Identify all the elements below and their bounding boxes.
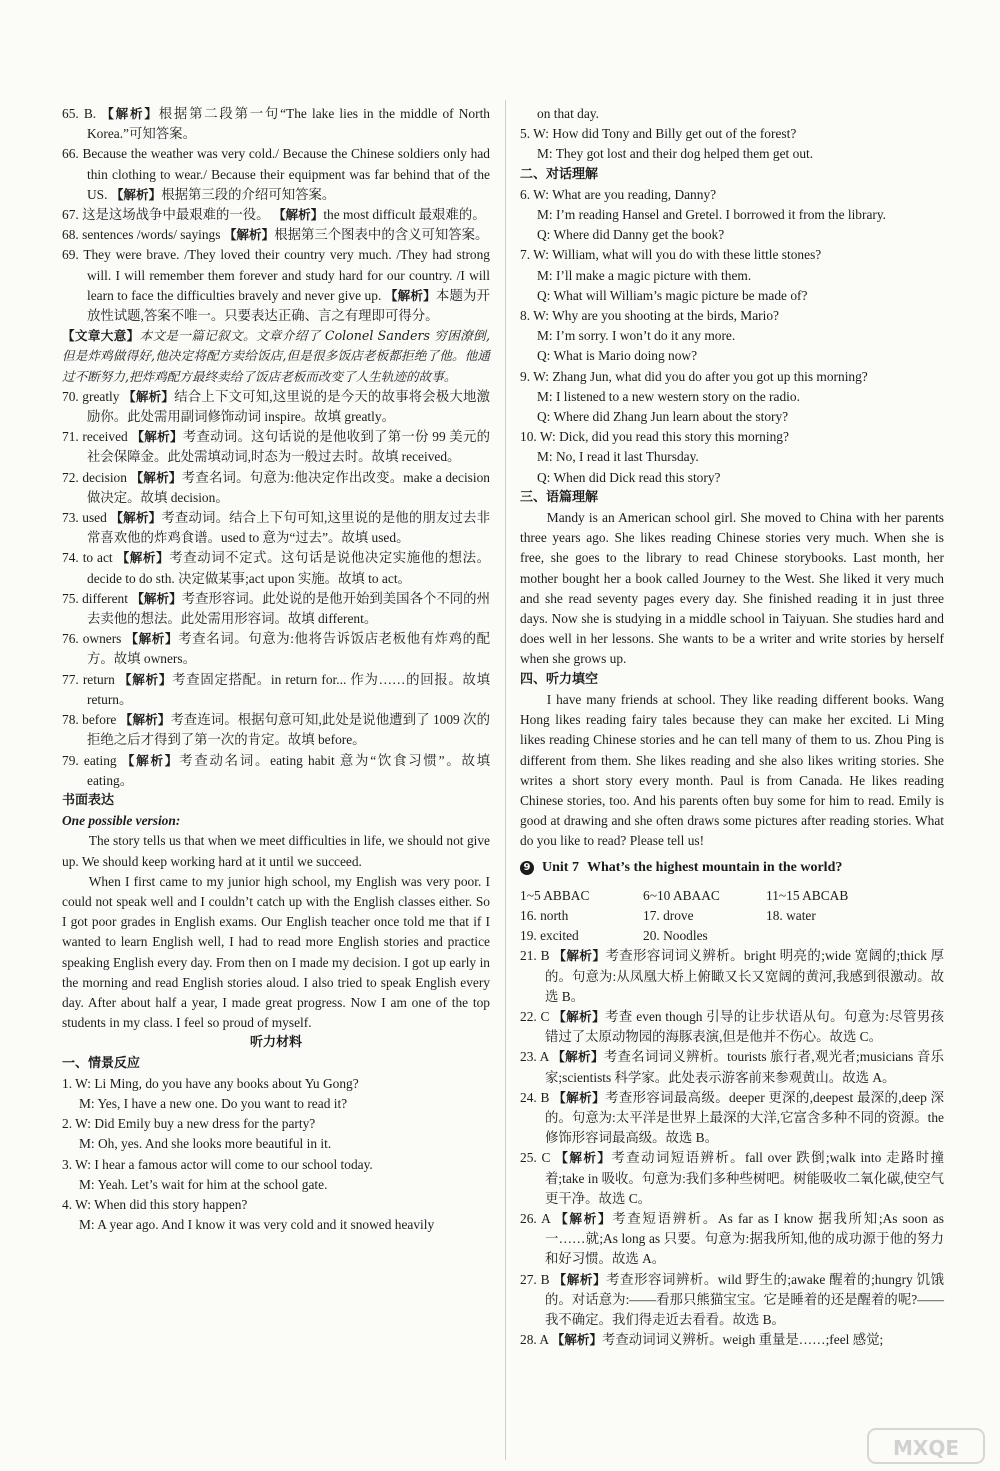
dialogue-text: M: I’m sorry. I won’t do it any more. (537, 328, 736, 344)
dialogue-item (520, 306, 944, 367)
grid-answer: 17. drove (643, 907, 694, 923)
analysis-text: 考查名词词义辨析。tourists 旅行者,观光者;musicians 音乐家;scientists 科学家。此处表示游客前来参观黄山。故选 A。 (545, 1049, 944, 1085)
answer-text: C (540, 1008, 550, 1024)
dialogue-line (62, 1215, 490, 1235)
analysis-text: 考查形容词辨析。wild 野生的;awake 醒着的;hungry 饥饿的。对话意为:——看那只熊猫宝宝。它是睡着的还是醒着的呢?——我不确定。我们得走近去看看。故选 B。 (545, 1271, 945, 1327)
answer-item (62, 387, 490, 427)
left-column (62, 104, 490, 1235)
analysis-tag: 【解析】 (553, 948, 606, 964)
answer-number: 76. (62, 631, 79, 647)
answer-item (520, 1330, 944, 1350)
answer-number: 77. (62, 671, 79, 687)
answer-item (520, 1047, 944, 1087)
writing-heading: 书面表达 (62, 792, 115, 808)
analysis-text: 根据第三个图表中的含义可知答案。 (274, 227, 489, 243)
dialogue-text: W: Why are you shooting at the birds, Mario? (533, 308, 779, 324)
dialogue-line (520, 468, 944, 488)
analysis-text: 考查名词。句意为:他决定作出改变。make a decision 做决定。故填 decision。 (87, 469, 490, 505)
dialogue-text: M: Oh, yes. And she looks more beautiful in it. (79, 1136, 332, 1152)
answer-number: 24. (520, 1089, 537, 1105)
analysis-tag: 【解析】 (384, 287, 436, 303)
dialogue-text: W: Dick, did you read this story this morning? (539, 429, 789, 445)
answer-text: B. (83, 106, 97, 121)
unit-title-text: What’s the highest mountain in the world? (586, 859, 843, 875)
analysis-tag: 【解析】 (119, 712, 171, 728)
dialogue-line (62, 1074, 490, 1094)
analysis-tag: 【解析】 (131, 590, 182, 606)
dialogue-line (62, 1114, 490, 1134)
dialogue-text: M: No, I read it last Thursday. (537, 449, 699, 465)
answer-item (62, 629, 490, 669)
answer-text: 这是这场战争中最艰难的一役。 (82, 207, 270, 223)
analysis-text: 考查固定搭配。in return for... 作为……的回报。故填 return。 (87, 671, 491, 707)
analysis-tag: 【解析】 (116, 550, 170, 566)
answer-number: 79. (62, 752, 79, 768)
dialogue-line (520, 225, 944, 245)
column-divider (505, 100, 506, 1460)
writing-paragraph: The story tells us that when we meet difficulties in life, we should not give up. We should keep working hard at it until we succeed. (62, 833, 490, 869)
analysis-text: 根据第二段第一句“The lake lies in the middle of North Korea.”可知答案。 (87, 106, 490, 142)
analysis-text: 考查形容词词义辨析。bright 明亮的;wide 宽阔的;thick 厚的。句意为:从凤凰大桥上俯瞰又长又宽阔的黄河,我感到很激动。故选 B。 (545, 948, 944, 1004)
answer-number: 71. (62, 429, 79, 445)
analysis-text: 考查连词。根据句意可知,此处是说他遭到了 1009 次的拒绝之后才得到了第一次的肯定。故填 before。 (87, 712, 490, 748)
answer-text: A (539, 1332, 549, 1348)
answer-text: B (540, 1271, 550, 1287)
dialogue-number: 8. (520, 308, 531, 324)
dialogue-line (520, 205, 944, 225)
dialogue-text: W: How did Tony and Billy get out of the forest? (533, 126, 797, 142)
dialogue-number: 7. (520, 247, 531, 263)
analysis-tag: 【解析】 (551, 1332, 603, 1348)
analysis-tag: 【解析】 (555, 1150, 612, 1166)
grid-answer: 11~15 ABCAB (766, 887, 849, 903)
analysis-tag: 【解析】 (110, 510, 162, 526)
grid-answer: 16. north (520, 907, 569, 923)
answer-text: B (540, 948, 550, 964)
dialogue-line (520, 245, 944, 265)
analysis-tag: 【解析】 (110, 186, 162, 202)
analysis-tag: 【解析】 (130, 469, 182, 485)
dialogue-item (520, 367, 944, 428)
answer-item (520, 1148, 944, 1209)
dialogue-text: W: Did Emily buy a new dress for the party? (75, 1116, 316, 1132)
answer-text: different (82, 590, 128, 606)
dialogue-text: M: I listened to a new western story on the radio. (537, 388, 800, 404)
svg-text:MXQE: MXQE (893, 1436, 959, 1460)
dialogue-text: Q: When did Dick read this story? (537, 469, 721, 485)
answer-item (62, 245, 490, 326)
dialogue-line (520, 346, 944, 366)
summary-paragraph (62, 326, 490, 387)
dialogue-line (520, 286, 944, 306)
dialogue-number: 3. (62, 1156, 73, 1172)
answer-item (62, 670, 490, 710)
continued-line: on that day. (537, 106, 599, 121)
answer-item (62, 548, 490, 588)
answer-text: eating (83, 752, 117, 768)
analysis-text: 根据第三段的介绍可知答案。 (161, 186, 336, 202)
answer-text: owners (82, 631, 122, 647)
answer-item (520, 946, 944, 1007)
passage-paragraph: I have many friends at school. They like reading different books. Wang Hong likes reading fairy tales because they can make her excited. Li Ming likes reading Chinese stories and he can tell many of them to us. Zhou Ping is different from them. She likes reading and she also likes writing stories. She writes a short story every month. Paul is from Canada. He likes reading Chinese stories, too. And his parents often buy some for him to read. Emily is good at drawing and she often draws some pictures after reading stories. What do you like to read? Please tell us! (520, 691, 944, 849)
analysis-tag: 【解析】 (125, 631, 179, 647)
dialogue-text: M: I’m reading Hansel and Gretel. I borrowed it from the library. (537, 207, 887, 223)
passage-paragraph: Mandy is an American school girl. She moved to China with her parents three years ago. She likes reading Chinese stories very much. When she is free, she goes to the library to read Chinese storybooks. Last month, her mother bought her a book called Journey to the West. She liked it very much and she read seventy pages every day. She finished reading it in just three days. Now she is studying in a middle school in Taiyuan. She studies hard and does well in her lessons. She wants to be a writer and write stories by herself when she grows up. (520, 510, 944, 667)
dialogue-line (62, 1094, 490, 1114)
analysis-text: 结合上下文可知,这里说的是今天的故事将会极大地激励你。此处需用副词修饰动词 inspire。故填 greatly。 (87, 388, 490, 425)
analysis-tag: 【解析】 (101, 106, 159, 121)
dialogue-item (520, 245, 944, 306)
answer-number: 65. (62, 106, 79, 121)
dialogue-text: W: When did this story happen? (75, 1196, 248, 1212)
answer-item (520, 1209, 944, 1270)
section-title: 四、听力填空 (520, 671, 599, 687)
dialogue-line (520, 266, 944, 286)
analysis-text: 考查 even though 引导的让步状语从句。句意为:尽管男孩错过了太原动物园的海豚表演,但是他并不伤心。故选 C。 (545, 1008, 944, 1045)
analysis-text: the most difficult 最艰难的。 (323, 207, 486, 223)
answer-item (62, 710, 490, 750)
summary-text: 本文是一篇记叙文。文章介绍了 Colonel Sanders 穷困潦倒,但是炸鸡做得好,他决定将配方卖给饭店,但是很多饭店老板都拒绝了他。他通过不断努力,把炸鸡配方最终卖给了饭店老板而改变了人生轨迹的故事。 (62, 328, 490, 384)
answer-text: A (541, 1210, 551, 1226)
answer-text: to act (82, 550, 113, 566)
dialogue-text: Q: What will William’s magic picture be made of? (537, 287, 808, 303)
answer-item (520, 1007, 944, 1047)
writing-version: One possible version: (62, 813, 181, 829)
answer-number: 21. (520, 948, 537, 964)
dialogue-line (62, 1134, 490, 1154)
dialogue-item (62, 1195, 490, 1235)
analysis-text: 考查形容词最高级。deeper 更深的,deepest 最深的,deep 深的。句意为:太平洋是世界上最深的大洋,它富含多种不同的资源。the 修饰形容词最高级。故选 B。 (545, 1089, 944, 1146)
writing-paragraph: When I first came to my junior high school, my English was very poor. I could not speak well and I couldn’t catch up with the English classes either. So I got poor grades in English exams. Our English teacher once told me that if I wanted to learn English well, I had to read more English stories and practice speaking English every day. From then on I made my decision. I got up early in the morning and read English stories aloud. I also tried to speak English every day. After about half a year, I made great progress. Now I am one of the top students in my class. I feel so proud of myself. (62, 873, 490, 1031)
analysis-text: 考查动名词。eating habit 意为“饮食习惯”。故填 eating。 (87, 752, 490, 788)
grid-answer: 19. excited (520, 928, 579, 944)
answer-number: 73. (62, 510, 79, 526)
answer-number: 68. (62, 227, 79, 243)
answer-number: 69. (62, 247, 79, 263)
grid-answer: 6~10 ABAAC (643, 887, 720, 903)
analysis-text: 本题为开放性试题,答案不唯一。只要表达正确、言之有理即可得分。 (87, 287, 491, 324)
answer-grid (520, 886, 944, 947)
dialogue-line (520, 367, 944, 387)
dialogue-line (62, 1195, 490, 1215)
answer-item (62, 205, 490, 225)
dialogue-number: 6. (520, 186, 531, 202)
dialogue-line (520, 427, 944, 447)
dialogue-line (520, 447, 944, 467)
right-column (520, 104, 944, 1350)
section-title: 二、对话理解 (520, 166, 599, 182)
dialogue-text: W: I hear a famous actor will come to our school today. (75, 1156, 373, 1172)
dialogue-line (520, 124, 944, 144)
dialogue-text: Q: Where did Zhang Jun learn about the story? (537, 409, 789, 425)
dialogue-text: M: A year ago. And I know it was very cold and it snowed heavily (79, 1217, 435, 1233)
answer-number: 22. (520, 1008, 537, 1024)
unit-heading (520, 858, 944, 878)
dialogue-text: W: Li Ming, do you have any books about Yu Gong? (75, 1075, 359, 1091)
dialogue-line (62, 1175, 490, 1195)
dialogue-line (62, 1155, 490, 1175)
dialogue-item (62, 1155, 490, 1195)
answer-item (62, 427, 490, 467)
dialogue-item (520, 124, 944, 164)
dialogue-text: Q: Where did Danny get the book? (537, 227, 725, 243)
answer-number: 72. (62, 469, 79, 485)
answer-text: C (541, 1150, 551, 1166)
answer-text: return (82, 671, 115, 687)
dialogue-text: W: William, what will you do with these little stones? (533, 247, 822, 263)
analysis-text: 考查动词不定式。这句话是说他决定实施他的想法。decide to do sth. 决定做某事;act upon 实施。故填 to act。 (87, 550, 491, 586)
answer-text: B (540, 1089, 550, 1105)
dialogue-number: 4. (62, 1196, 73, 1212)
answer-item (520, 1270, 944, 1331)
answer-item (62, 508, 490, 548)
dialogue-number: 10. (520, 429, 537, 445)
listening-title: 听力材料 (249, 1035, 302, 1051)
answer-text: Because the weather was very cold./ Because the Chinese soldiers only had thin clothing to wear./ Because their equipment was far behind that of the US. (82, 146, 490, 202)
answer-text: before (82, 712, 117, 728)
answer-text: decision (82, 469, 127, 485)
summary-tag: 【文章大意】 (62, 328, 140, 344)
analysis-tag: 【解析】 (121, 752, 180, 768)
grid-answer: 18. water (766, 907, 816, 923)
dialogue-item (62, 1114, 490, 1154)
analysis-text: 考查动词词义辨析。weigh 重量是……;feel 感觉; (602, 1332, 884, 1348)
analysis-tag: 【解析】 (272, 207, 324, 223)
dialogue-number: 9. (520, 368, 531, 384)
analysis-tag: 【解析】 (123, 388, 175, 404)
dialogue-line (520, 326, 944, 346)
answer-number: 23. (520, 1049, 537, 1065)
answer-text: A (539, 1049, 549, 1065)
dialogue-text: M: Yeah. Let’s wait for him at the school gate. (79, 1176, 328, 1192)
section-title: 一、情景反应 (62, 1055, 141, 1071)
answer-number: 74. (62, 550, 79, 566)
analysis-tag: 【解析】 (553, 1089, 606, 1105)
dialogue-text: M: I’ll make a magic picture with them. (537, 267, 752, 283)
answer-text: sentences /words/ sayings (82, 227, 221, 243)
answer-item (520, 1088, 944, 1149)
dialogue-text: W: What are you reading, Danny? (533, 186, 717, 202)
dialogue-number: 1. (62, 1075, 73, 1091)
section-title: 三、语篇理解 (520, 489, 599, 505)
analysis-tag: 【解析】 (553, 1271, 607, 1287)
grid-answer: 1~5 ABBAC (520, 887, 590, 903)
analysis-text: 考查动词短语辨析。fall over 跌倒;walk into 走路时撞着;take in 吸收。句意为:我们多种些树吧。树能吸收二氧化碳,使空气更干净。故选 C。 (545, 1150, 944, 1206)
dialogue-number: 5. (520, 126, 531, 142)
dialogue-number: 2. (62, 1116, 73, 1132)
answer-text: greatly (82, 388, 120, 404)
answer-text: They were brave. /They loved their country very much. /They had strong will. I will remember them forever and study hard for our country. /I will learn to face the difficulties bravely and never give up. (83, 247, 490, 303)
analysis-text: 考查动词。这句话说的是他收到了第一份 99 美元的社会保障金。此处需填动词,时态为一般过去时。故填 received。 (87, 429, 490, 465)
dialogue-item (520, 185, 944, 246)
answer-text: used (82, 510, 107, 526)
dialogue-text: M: They got lost and their dog helped them get out. (537, 146, 814, 162)
dialogue-item (62, 1074, 490, 1114)
analysis-text: 考查短语辨析。As far as I know 据我所知;As soon as 一……就;As long as 只要。句意为:据我所知,他的成功源于他的努力和好习惯。故选 A。 (545, 1210, 944, 1267)
answer-number: 27. (520, 1271, 537, 1287)
analysis-tag: 【解析】 (555, 1210, 613, 1226)
analysis-text: 考查形容词。此处说的是他开始到美国各个不同的州去卖他的想法。此处需用形容词。故填 different。 (87, 590, 490, 627)
watermark-logo (866, 1425, 986, 1467)
answer-number: 67. (62, 207, 79, 223)
dialogue-text: M: Yes, I have a new one. Do you want to read it? (79, 1095, 348, 1111)
analysis-text: 考查动词。结合上下句可知,这里说的是他的朋友过去非常喜欢他的炸鸡食谱。used to 意为“过去”。故填 used。 (87, 510, 490, 546)
answer-number: 25. (520, 1150, 537, 1166)
dialogue-item (520, 427, 944, 488)
dialogue-line (520, 306, 944, 326)
dialogue-line (520, 407, 944, 427)
answer-item (62, 225, 490, 245)
answer-number: 70. (62, 388, 79, 404)
dialogue-line (520, 387, 944, 407)
answer-number: 78. (62, 712, 79, 728)
unit-label: Unit 7 (542, 859, 579, 875)
answer-number: 75. (62, 590, 79, 606)
analysis-tag: 【解析】 (223, 227, 275, 243)
answer-number: 66. (62, 146, 79, 162)
dialogue-line (520, 185, 944, 205)
analysis-tag: 【解析】 (118, 671, 173, 687)
grid-answer: 20. Noodles (643, 928, 708, 944)
answer-item (62, 144, 490, 205)
answer-item (62, 751, 490, 791)
analysis-tag: 【解析】 (131, 429, 183, 445)
answer-item (62, 468, 490, 508)
answer-item (62, 589, 490, 629)
answer-number: 28. (520, 1332, 537, 1348)
unit-number-badge: 9 (520, 861, 534, 875)
grid-answer (766, 926, 896, 946)
analysis-tag: 【解析】 (552, 1049, 604, 1065)
answer-text: received (82, 429, 128, 445)
answer-item (62, 104, 490, 144)
dialogue-text: W: Zhang Jun, what did you do after you got up this morning? (533, 368, 868, 384)
analysis-tag: 【解析】 (553, 1008, 606, 1024)
answer-number: 26. (520, 1210, 537, 1226)
analysis-text: 考查名词。句意为:他将告诉饭店老板他有炸鸡的配方。故填 owners。 (87, 631, 490, 667)
dialogue-text: Q: What is Mario doing now? (537, 348, 698, 364)
dialogue-line (520, 144, 944, 164)
